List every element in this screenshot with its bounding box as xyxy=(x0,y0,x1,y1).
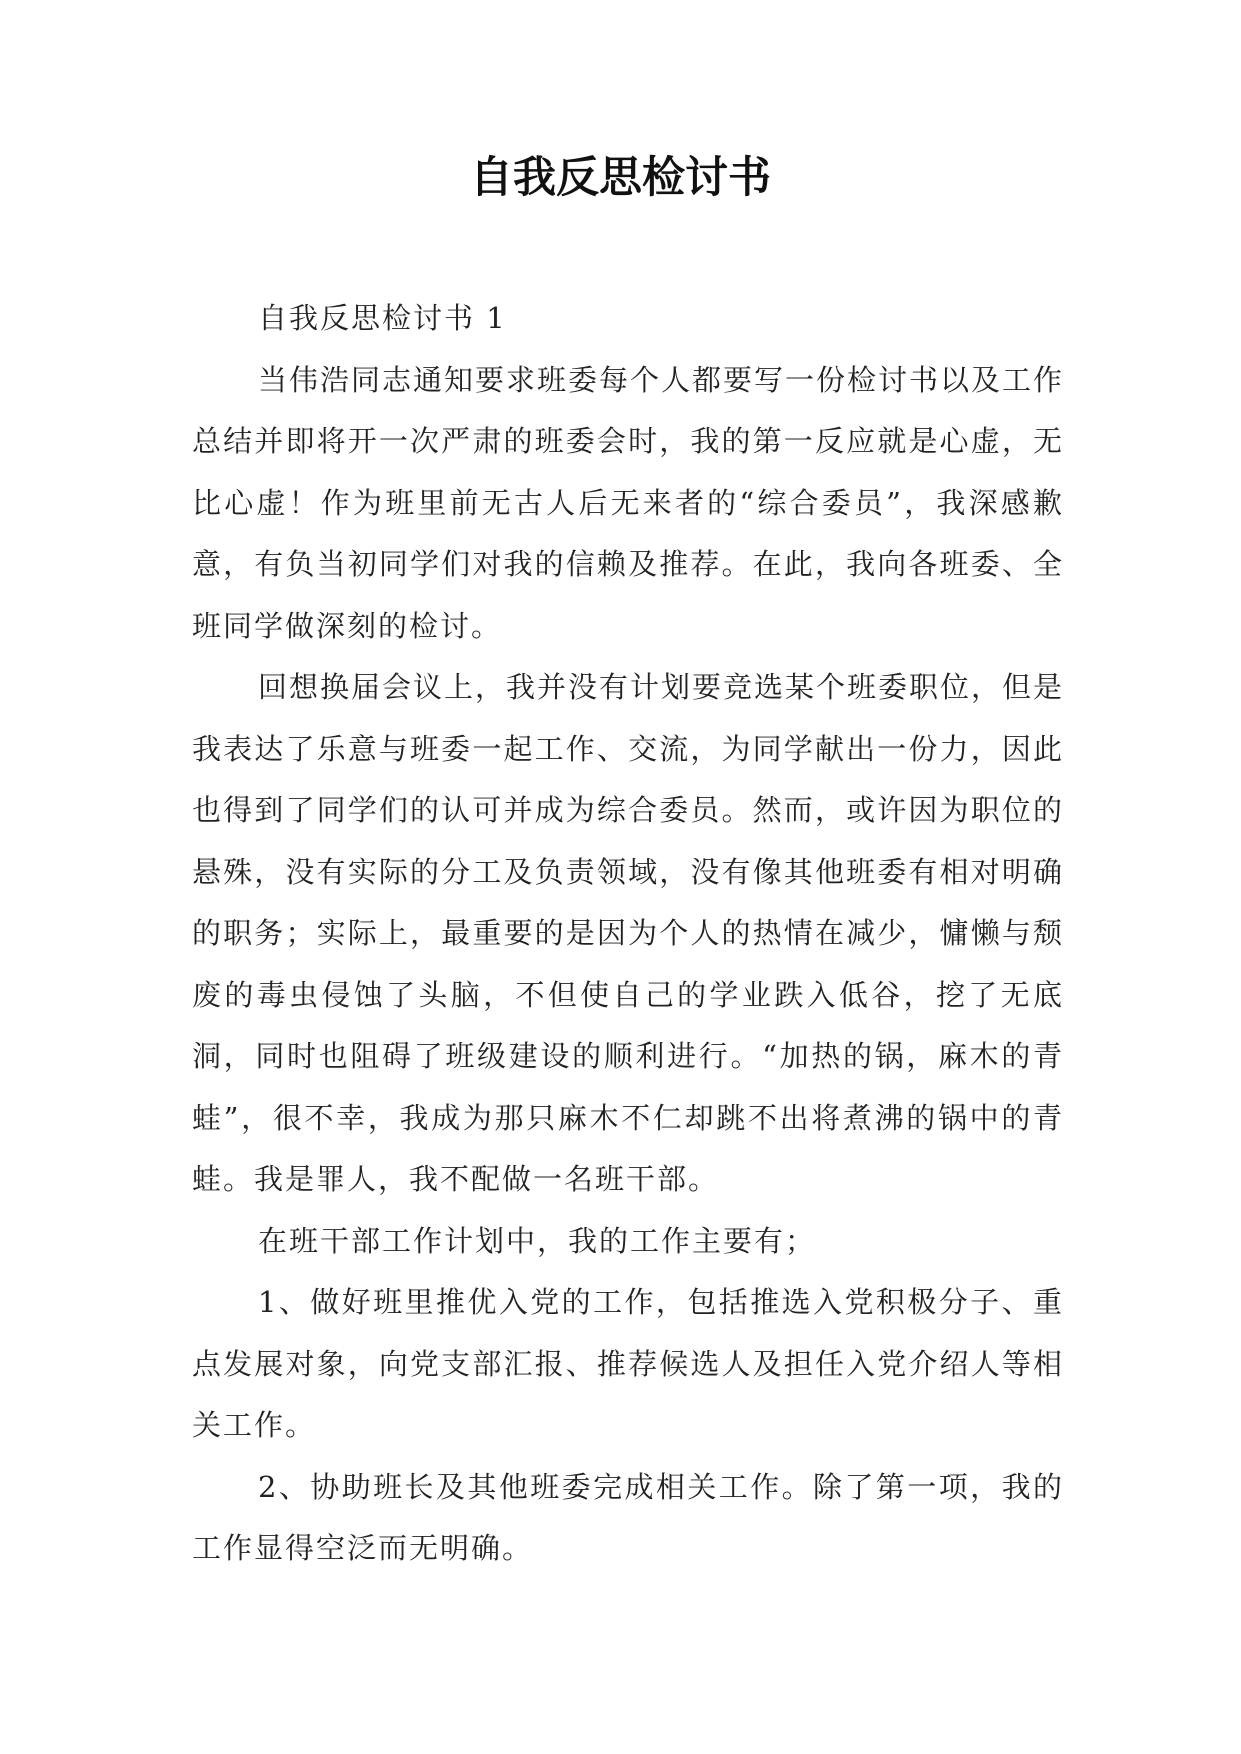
paragraph: 当伟浩同志通知要求班委每个人都要写一份检讨书以及工作总结并即将开一次严肃的班委会时，我的第一反应就是心虚，无比心虚！作为班里前无古人后无来者的“综合委员”，我深感歉意，有负当初同学们对我的信赖及推荐。在此，我向各班委、全班同学做深刻的检讨。 xyxy=(192,362,1065,643)
section-heading: 自我反思检讨书 1 xyxy=(258,301,507,335)
list-item: 2、协助班长及其他班委完成相关工作。除了第一项，我的工作显得空泛而无明确。 xyxy=(192,1469,1064,1565)
list-item: 1、做好班里推优入党的工作，包括推选入党积极分子、重点发展对象，向党支部汇报、推荐候选人及担任入党介绍人等相关工作。 xyxy=(192,1285,1064,1442)
paragraph: 在班干部工作计划中，我的工作主要有； xyxy=(258,1223,817,1258)
document-body xyxy=(192,288,1064,1580)
paragraph: 回想换届会议上，我并没有计划要竞选某个班委职位，但是我表达了乐意与班委一起工作、交流，为同学献出一份力，因此也得到了同学们的认可并成为综合委员。然而，或许因为职位的悬殊，没有实际的分工及负责领域，没有像其他班委有相对明确的职务；实际上，最重要的是因为个人的热情在减少，慵懒与颓废的毒虫侵蚀了头脑，不但使自己的学业跌入低谷，挖了无底洞，同时也阻碍了班级建设的顺利进行。“加热的锅，麻木的青蛙”，很不幸，我成为那只麻木不仁却跳不出将煮沸的锅中的青蛙。我是罪人，我不配做一名班干部。 xyxy=(192,670,1065,1196)
document-title: 自我反思检讨书 xyxy=(470,153,771,203)
